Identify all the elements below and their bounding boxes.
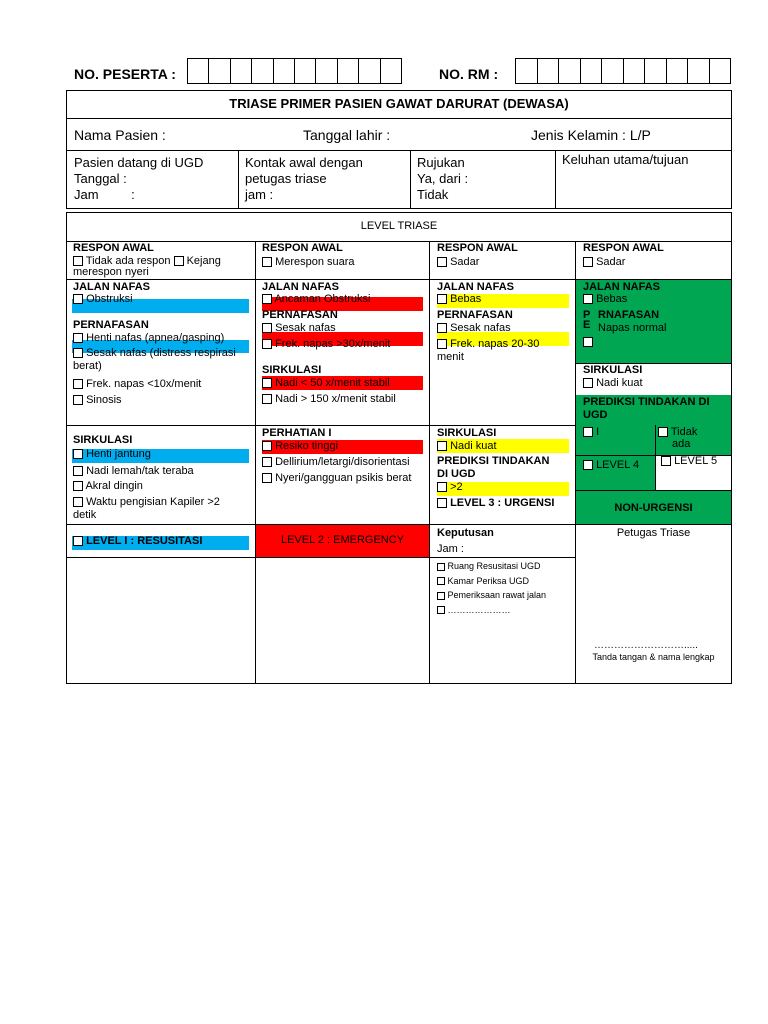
checkbox[interactable] — [262, 323, 272, 333]
c4-nafas-a: Napas normal — [598, 322, 667, 334]
digit-box[interactable] — [515, 58, 538, 84]
c3-nafas-b[interactable]: Frek. napas 20-30 — [437, 338, 539, 350]
level2-emergency[interactable]: LEVEL 2 : EMERGENCY — [280, 534, 405, 546]
checkbox[interactable] — [262, 378, 272, 388]
c1-nafas-a[interactable]: Henti nafas (apnea/gasping) — [73, 332, 224, 344]
no-peserta-label: NO. PESERTA : — [74, 66, 176, 82]
c1-jalan-head: JALAN NAFAS — [73, 281, 151, 293]
keputusan-options[interactable]: Ruang Resusitasi UGD Kamar Periksa UGD Pemeriksaan rawat jalan ………………… — [437, 559, 546, 617]
c1-pernafasan-head: PERNAFASAN — [73, 319, 149, 331]
checkbox[interactable] — [73, 536, 83, 546]
keluhan-label[interactable]: Keluhan utama/tujuan — [562, 152, 689, 167]
level5[interactable]: LEVEL 5 — [661, 455, 717, 467]
c3-jalan-head: JALAN NAFAS — [437, 281, 515, 293]
c3-respon-a[interactable]: Sadar — [437, 256, 479, 268]
c2-perhatian-head: PERHATIAN I — [262, 427, 332, 439]
digit-box[interactable] — [315, 58, 337, 84]
c2-perh-c[interactable]: Nyeri/gangguan psikis berat — [262, 472, 411, 484]
rujukan-cell[interactable]: Rujukan Ya, dari : Tidak — [417, 155, 469, 202]
c4-pred-b[interactable]: Tidak — [658, 426, 697, 438]
checkbox[interactable] — [73, 333, 83, 343]
c2-perh-a[interactable]: Resiko tinggi — [262, 440, 338, 452]
checkbox[interactable] — [73, 256, 83, 266]
checkbox[interactable] — [437, 323, 447, 333]
c1-sirk-b[interactable]: Nadi lemah/tak teraba — [73, 465, 194, 477]
c3-prediksi-head: PREDIKSI TINDAKAN — [437, 455, 550, 467]
c3-respon-head: RESPON AWAL — [437, 242, 518, 254]
checkbox[interactable] — [583, 427, 593, 437]
checkbox[interactable] — [262, 294, 272, 304]
signature-line[interactable]: ………………………..... — [594, 640, 698, 651]
tanggal-lahir-label[interactable]: Tanggal lahir : — [303, 127, 391, 143]
checkbox[interactable] — [583, 378, 593, 388]
c4-pernafasan-e: E — [583, 319, 591, 331]
c2-pernafasan-head: PERNAFASAN — [262, 309, 338, 321]
keputusan-head: Keputusan — [437, 527, 494, 539]
checkbox[interactable] — [262, 339, 272, 349]
checkbox[interactable] — [437, 441, 447, 451]
c1-jalan-a[interactable]: Obstruksi — [73, 293, 133, 305]
digit-box[interactable] — [208, 58, 230, 84]
checkbox[interactable] — [583, 294, 593, 304]
checkbox[interactable] — [262, 257, 272, 267]
keputusan-jam[interactable]: Jam : — [437, 543, 464, 555]
digit-box[interactable] — [251, 58, 273, 84]
c3-sirk-a[interactable]: Nadi kuat — [437, 440, 497, 452]
checkbox[interactable] — [73, 395, 83, 405]
checkbox[interactable] — [73, 348, 83, 358]
jenis-kelamin-label[interactable]: Jenis Kelamin : L/P — [531, 127, 651, 143]
level1-resusitasi[interactable]: LEVEL I : RESUSITASI — [73, 535, 202, 547]
nama-pasien-label[interactable]: Nama Pasien : — [74, 127, 166, 143]
c4-respon-a[interactable]: Sadar — [583, 256, 625, 268]
checkbox[interactable] — [437, 563, 445, 571]
c3-nafas-b2: menit — [437, 351, 464, 363]
c2-respon-head: RESPON AWAL — [262, 242, 343, 254]
c3-nafas-a[interactable]: Sesak nafas — [437, 322, 511, 334]
c4-sirkulasi-head: SIRKULASI — [583, 364, 643, 376]
c4-prediksi-head: PREDIKSI TINDAKAN DI — [583, 396, 710, 408]
digit-box[interactable] — [294, 58, 316, 84]
kontak-awal-cell[interactable]: Kontak awal dengan petugas triase jam : — [245, 155, 363, 202]
digit-box[interactable] — [230, 58, 252, 84]
digit-box[interactable] — [558, 58, 581, 84]
c4-sirk-a[interactable]: Nadi kuat — [583, 377, 643, 389]
checkbox[interactable] — [583, 460, 593, 470]
checkbox[interactable] — [437, 577, 445, 585]
petugas-triase-label: Petugas Triase — [616, 527, 691, 539]
checkbox[interactable] — [437, 294, 447, 304]
pasien-datang-cell[interactable]: Pasien datang di UGD Tanggal : Jam : — [74, 155, 204, 202]
c4-jalan-head: JALAN NAFAS — [583, 281, 661, 293]
digit-box[interactable] — [187, 58, 209, 84]
checkbox[interactable] — [73, 497, 83, 507]
digit-box[interactable] — [666, 58, 689, 84]
checkbox[interactable] — [73, 466, 83, 476]
c1-nafas-d[interactable]: Sinosis — [73, 394, 122, 406]
non-urgensi-label[interactable]: NON-URGENSI — [614, 502, 693, 514]
checkbox[interactable] — [583, 337, 593, 347]
checkbox[interactable] — [73, 294, 83, 304]
checkbox[interactable] — [437, 257, 447, 267]
checkbox[interactable] — [437, 339, 447, 349]
c1-nafas-c[interactable]: Frek. napas <10x/menit — [73, 378, 201, 390]
c3-sirkulasi-head: SIRKULASI — [437, 427, 497, 439]
c1-sirk-a[interactable]: Henti jantung — [73, 448, 151, 460]
digit-box[interactable] — [273, 58, 295, 84]
c1-sirkulasi-head: SIRKULASI — [73, 434, 133, 446]
tanda-tangan-label: Tanda tangan & nama lengkap — [592, 652, 715, 662]
digit-box[interactable] — [687, 58, 710, 84]
digit-box[interactable] — [358, 58, 380, 84]
checkbox[interactable] — [437, 592, 445, 600]
c3-prediksi-head2: DI UGD — [437, 468, 476, 480]
c2-nafas-b[interactable]: Frek. napas >30x/menit — [262, 338, 390, 350]
checkbox[interactable] — [174, 256, 184, 266]
digit-box[interactable] — [601, 58, 624, 84]
c4-pernafasan-rest: RNAFASAN — [598, 309, 660, 321]
checkbox[interactable] — [262, 473, 272, 483]
c2-jalan-a[interactable]: Ancaman Obstruksi — [262, 293, 370, 305]
checkbox[interactable] — [658, 427, 668, 437]
digit-box[interactable] — [709, 58, 732, 84]
c1-sirk-d2: detik — [73, 509, 97, 521]
c1-respon-c: merespon nyeri — [73, 266, 149, 278]
c1-nafas-b2: berat) — [73, 360, 102, 372]
checkbox[interactable] — [73, 449, 83, 459]
checkbox[interactable] — [583, 257, 593, 267]
c4-respon-head: RESPON AWAL — [583, 242, 664, 254]
c1-respon-a[interactable]: Tidak ada respon Kejang — [73, 255, 221, 267]
digit-box[interactable] — [380, 58, 402, 84]
level-triase-title: LEVEL TRIASE — [360, 220, 438, 232]
c1-sirk-d[interactable]: Waktu pengisian Kapiler >2 — [73, 496, 220, 508]
digit-box[interactable] — [644, 58, 667, 84]
digit-box[interactable] — [337, 58, 359, 84]
checkbox[interactable] — [437, 482, 447, 492]
level3-urgensi[interactable]: LEVEL 3 : URGENSI — [437, 497, 554, 509]
c2-sirk-a[interactable]: Nadi < 50 x/menit stabil — [262, 377, 390, 389]
c1-nafas-b[interactable]: Sesak nafas (distress respirasi — [73, 347, 236, 359]
c2-sirk-b[interactable]: Nadi > 150 x/menit stabil — [262, 393, 396, 405]
c2-sirkulasi-head: SIRKULASI — [262, 364, 322, 376]
c4-pred-a[interactable]: I — [583, 426, 599, 438]
level4[interactable]: LEVEL 4 — [583, 459, 639, 471]
checkbox[interactable] — [437, 606, 445, 614]
c2-perh-b[interactable]: Dellirium/letargi/disorientasi — [262, 456, 410, 468]
c3-jalan-a[interactable]: Bebas — [437, 293, 481, 305]
digit-box[interactable] — [580, 58, 603, 84]
c2-jalan-head: JALAN NAFAS — [262, 281, 340, 293]
checkbox[interactable] — [437, 498, 447, 508]
c4-pernafasan-p: P — [583, 309, 591, 321]
digit-box[interactable] — [623, 58, 646, 84]
c4-pred-b2: ada — [672, 438, 691, 450]
c1-sirk-c[interactable]: Akral dingin — [73, 480, 143, 492]
c2-respon-a[interactable]: Merespon suara — [262, 256, 355, 268]
form-title: TRIASE PRIMER PASIEN GAWAT DARURAT (DEWASA) — [229, 96, 569, 111]
checkbox[interactable] — [262, 441, 272, 451]
checkbox[interactable] — [73, 379, 83, 389]
c2-nafas-a[interactable]: Sesak nafas — [262, 322, 336, 334]
digit-box[interactable] — [537, 58, 560, 84]
c1-respon-head: RESPON AWAL — [73, 242, 154, 254]
checkbox[interactable] — [661, 456, 671, 466]
c4-prediksi-head2: UGD — [583, 409, 608, 421]
c4-jalan-a[interactable]: Bebas — [583, 293, 627, 305]
no-rm-label: NO. RM : — [439, 66, 499, 82]
c4-nafas-checkbox[interactable] — [583, 333, 593, 351]
c3-pernafasan-head: PERNAFASAN — [437, 309, 513, 321]
checkbox[interactable] — [262, 394, 272, 404]
checkbox[interactable] — [262, 457, 272, 467]
checkbox[interactable] — [73, 481, 83, 491]
c3-pred-a[interactable]: >2 — [437, 481, 463, 493]
